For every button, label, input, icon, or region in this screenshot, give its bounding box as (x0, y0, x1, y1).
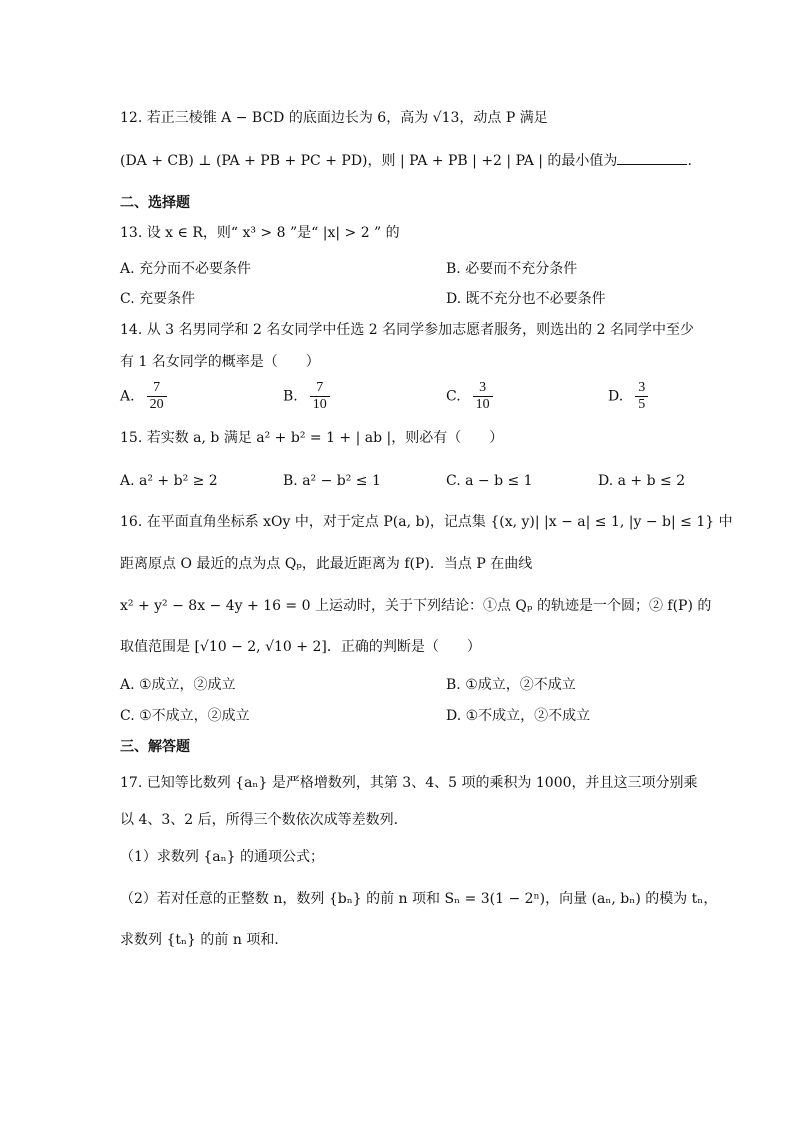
fraction (473, 380, 493, 413)
q14-option-b (283, 380, 330, 413)
q14-option-c (446, 380, 493, 413)
q13-option-c: C. 充要条件 (120, 291, 196, 307)
q15-option-d: D. a + b ≤ 2 (598, 473, 686, 489)
answer-blank (617, 150, 687, 165)
q16-option-c: C. ①不成立，②成立 (120, 708, 250, 724)
q15-option-a: A. a² + b² ≥ 2 (120, 473, 218, 489)
option-label: C. (446, 388, 461, 405)
q12-line2-text: (DA + CB) ⊥ (PA + PB + PC + PD)，则 | PA + PB | +2 | PA | 的最小值为 (120, 153, 618, 169)
q13-option-d: D. 既不充分也不必要条件 (446, 291, 606, 307)
q12-line2 (120, 150, 692, 171)
q16-line1: 16. 在平面直角坐标系 xOy 中，对于定点 P(a, b)，记点集 {(x, y)| |x − a| ≤ 1, |y − b| ≤ 1} 中 (120, 514, 733, 530)
q16-line3: x² + y² − 8x − 4y + 16 = 0 上运动时，关于下列结论：①点 Qₚ 的轨迹是一个圆；② f(P) 的 (120, 598, 712, 614)
q16-line2: 距离原点 O 最近的点为点 Qₚ，此最近距离为 f(P)．当点 P 在曲线 (120, 556, 533, 572)
denominator: 5 (638, 397, 646, 412)
q13-option-a: A. 充分而不必要条件 (120, 261, 252, 277)
option-label: D. (608, 388, 624, 405)
fraction (147, 380, 167, 413)
q15-option-b: B. a² − b² ≤ 1 (283, 473, 381, 489)
denominator: 10 (312, 397, 327, 412)
numerator: 7 (153, 380, 161, 395)
q16-option-a: A. ①成立，②成立 (120, 677, 236, 693)
q13-option-b: B. 必要而不充分条件 (446, 261, 578, 277)
fraction (635, 380, 648, 413)
denominator: 20 (149, 397, 164, 412)
q16-option-b: B. ①成立，②不成立 (446, 677, 576, 693)
q16-line4: 取值范围是 [√10 − 2, √10 + 2]．正确的判断是（ ） (120, 639, 481, 655)
numerator: 3 (479, 380, 487, 395)
q17-part3: 求数列 {tₙ} 的前 n 项和． (120, 932, 289, 948)
q14-stem-line1: 14. 从 3 名男同学和 2 名女同学中任选 2 名同学参加志愿者服务，则选出的 2 名同学中至少 (120, 322, 694, 338)
q15-stem: 15. 若实数 a, b 满足 a² + b² = 1 + | ab |，则必有（ ） (120, 430, 504, 446)
q17-line2: 以 4、3、2 后，所得三个数依次成等差数列． (120, 812, 408, 828)
q17-part2: （2）若对任意的正整数 n，数列 {bₙ} 的前 n 项和 Sₙ = 3(1 − 2ⁿ)，向量 (aₙ, bₙ) 的模为 tₙ， (120, 891, 718, 907)
option-label: A. (120, 388, 135, 405)
q12-line1: 12. 若正三棱锥 A − BCD 的底面边长为 6，高为 √13，动点 P 满足 (120, 110, 548, 126)
q17-part1: （1）求数列 {aₙ} 的通项公式； (120, 849, 325, 865)
numerator: 3 (638, 380, 646, 395)
q17-line1: 17. 已知等比数列 {aₙ} 是严格增数列，其第 3、4、5 项的乘积为 1000，并且这三项分别乘 (120, 775, 698, 791)
q14-option-d (608, 380, 648, 413)
q14-option-a (120, 380, 167, 413)
option-label: B. (283, 388, 298, 405)
q16-option-d: D. ①不成立，②不成立 (446, 708, 591, 724)
fraction (310, 380, 330, 413)
q13-stem: 13. 设 x ∈ R，则“ x³ > 8 ”是“ |x| > 2 ” 的 (120, 225, 400, 241)
q14-stem-line2: 有 1 名女同学的概率是（ ） (120, 354, 320, 370)
denominator: 10 (475, 397, 490, 412)
q15-option-c: C. a − b ≤ 1 (446, 473, 533, 489)
section-heading-choice: 二、选择题 (120, 195, 190, 211)
q12-line2-end: . (687, 153, 692, 169)
section-heading-answer: 三、解答题 (120, 739, 190, 755)
numerator: 7 (316, 380, 324, 395)
